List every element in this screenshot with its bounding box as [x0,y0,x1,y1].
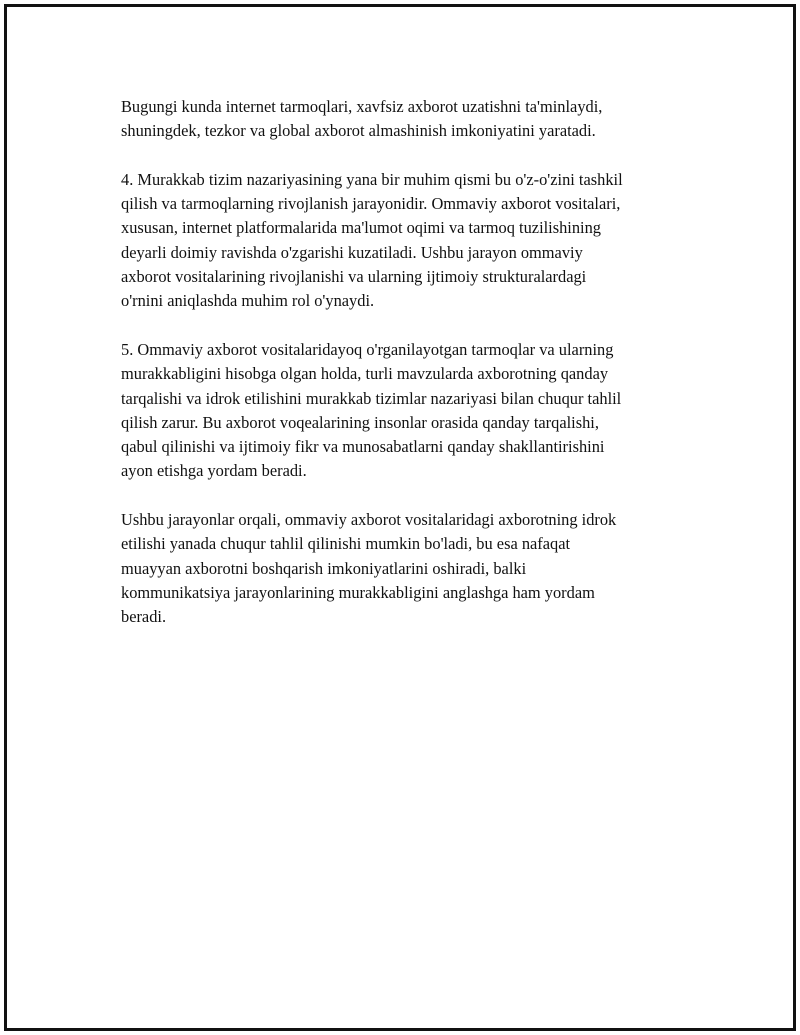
paragraph-point-5: 5. Ommaviy axborot vositalaridayoq o'rganilayotgan tarmoqlar va ularning murakkabligini hisobga olgan holda, turli mavzularda axborotning qanday tarqalishi va idrok etilishini murakkab tizimlar nazariyasi bilan chuqur tahlil qilish zarur. Bu axborot voqealarining insonlar orasida qanday tarqalishi, qabul qilinishi va ijtimoiy fikr va munosabatlarni qanday shakllantirishini ayon etishga yordam beradi. [121,339,622,481]
document-page [4,4,796,1031]
paragraph-conclusion: Ushbu jarayonlar orqali, ommaviy axborot vositalaridagi axborotning idrok etilishi yanada chuqur tahlil qilinishi mumkin bo'ladi, bu esa nafaqat muayyan axborotni boshqarish imkoniyatlarini oshiradi, balki kommunikatsiya jarayonlarining murakkabligini anglashga ham yordam beradi. [121,510,617,627]
paragraph-intro: Bugungi kunda internet tarmoqlari, xavfsiz axborot uzatishni ta'minlaydi, shuningdek, tezkor va global axborot almashinish imkoniyatini yaratadi. [121,97,603,141]
document-body [121,95,701,654]
paragraph-point-4: 4. Murakkab tizim nazariyasining yana bir muhim qismi bu o'z-o'zini tashkil qilish va tarmoqlarning rivojlanish jarayonidir. Ommaviy axborot vositalari, xususan, internet platformalarida ma'lumot oqimi va tarmoq tuzilishining deyarli doimiy ravishda o'zgarishi kuzatiladi. Ushbu jarayon ommaviy axborot vositalarining rivojlanishi va ularning ijtimoiy strukturalardagi o'rnini aniqlashda muhim rol o'ynaydi. [121,169,623,311]
